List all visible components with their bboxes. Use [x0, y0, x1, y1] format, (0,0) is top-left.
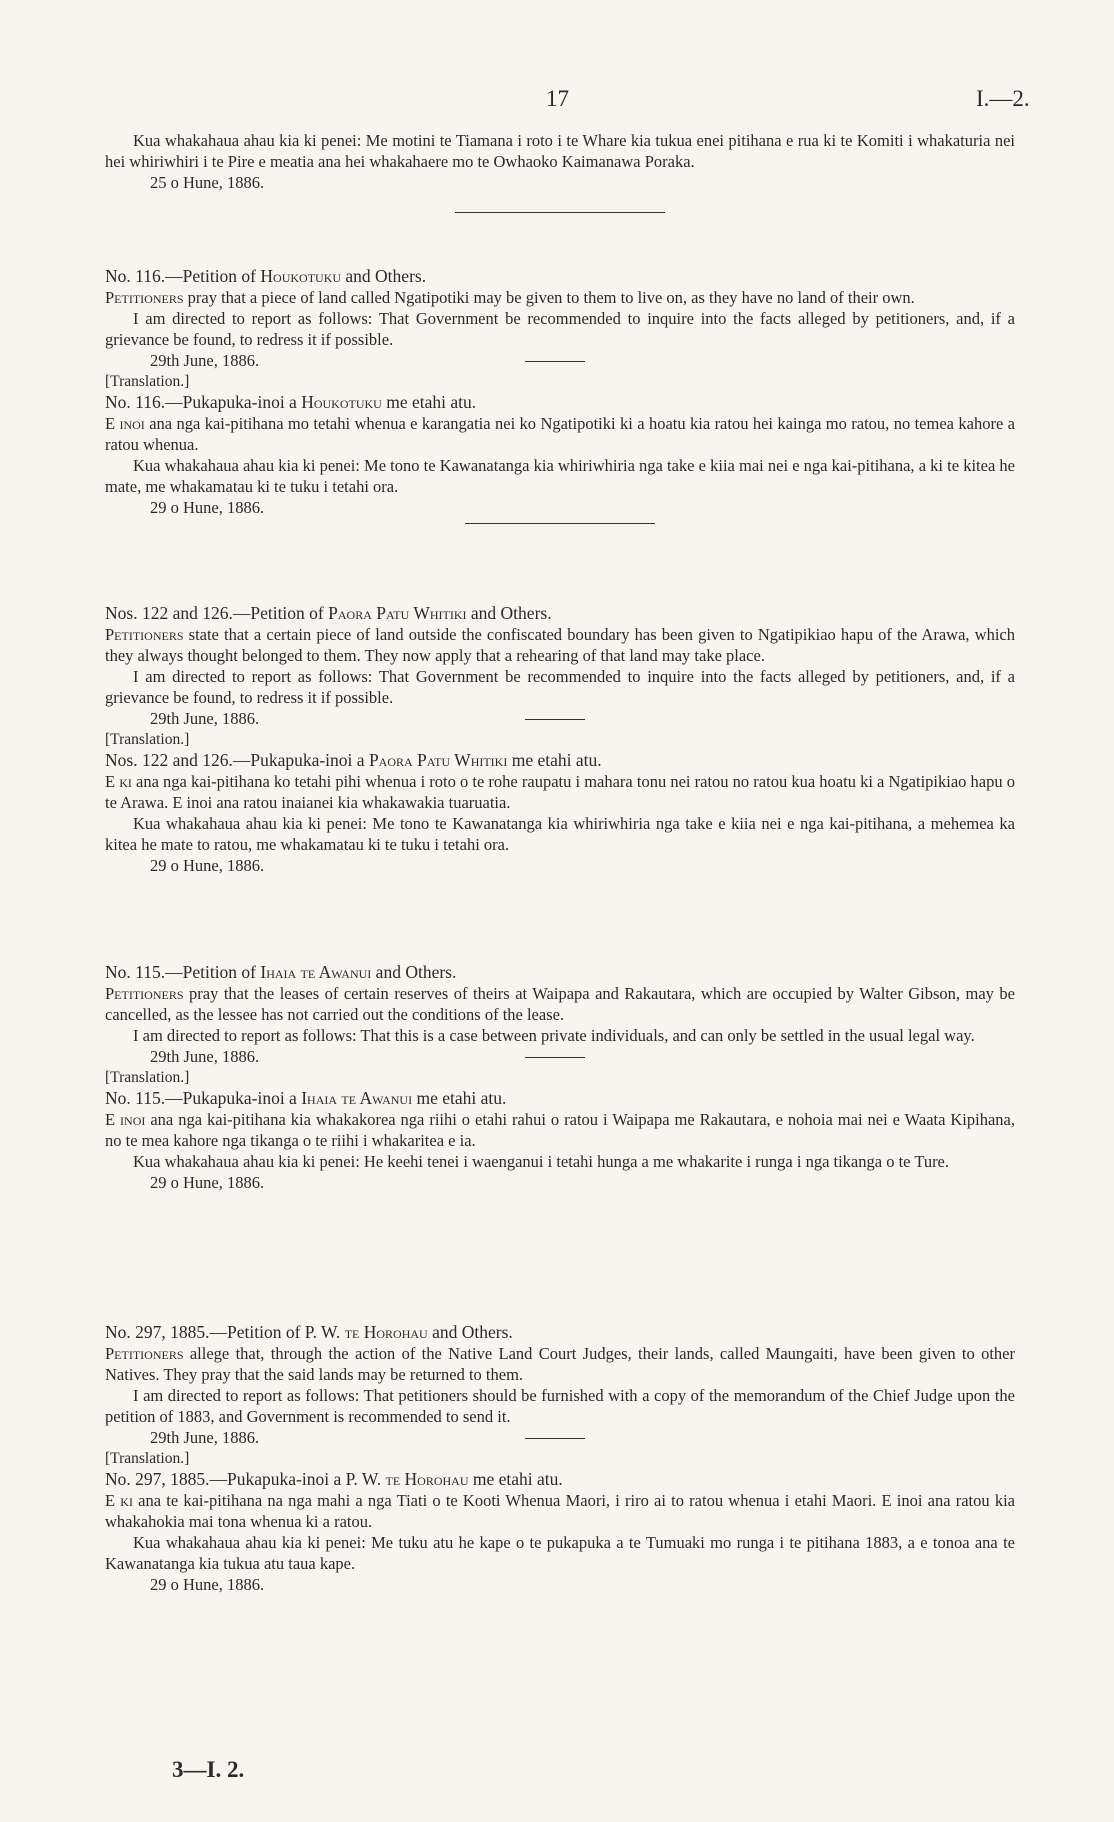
petition-116-title: No. 116.—Petition of Houkotuku and Others.: [105, 266, 427, 286]
petition-122-maori-body: E ki ana nga kai-pitihana ko tetahi pihi whenua i roto o te rohe raupatu i mahara tonu nei ratou no ratou kua hoatu ki a Ngatipikiao hapu o te Arawa. E inoi ana ratou inaianei kia whakawakia tuaruatia.: [105, 772, 1015, 812]
short-divider: [525, 1438, 585, 1439]
petition-116-section: [105, 266, 1015, 524]
petition-297-maori-date: 29 o Hune, 1886.: [150, 1575, 265, 1594]
intro-section: [105, 130, 1015, 213]
petition-116-report: I am directed to report as follows: That Government be recommended to inquire into the facts alleged by petitioners, and, if a grievance be found, to redress it if possible.: [105, 309, 1015, 349]
petition-122-maori-title: Nos. 122 and 126.—Pukapuka-inoi a Paora Patu Whitiki me etahi atu.: [105, 750, 602, 770]
petition-122-report: I am directed to report as follows: That Government be recommended to inquire into the facts alleged by petitioners, and, if a grievance be found, to redress it if possible.: [105, 667, 1015, 707]
petition-297-date: 29th June, 1886.: [150, 1428, 260, 1447]
petition-122-date-row: [105, 708, 1015, 729]
petition-297-section: [105, 1322, 1015, 1595]
petition-122-translation-label: [Translation.]: [105, 731, 190, 748]
petition-115-maori-title: No. 115.—Pukapuka-inoi a Ihaia te Awanui me etahi atu.: [105, 1088, 507, 1108]
petition-116-maori-title: No. 116.—Pukapuka-inoi a Houkotuku me etahi atu.: [105, 392, 477, 412]
petition-115-title: No. 115.—Petition of Ihaia te Awanui and Others.: [105, 962, 457, 982]
signature-reference: 3—I. 2.: [172, 1757, 245, 1782]
petition-297-report: I am directed to report as follows: That petitioners should be furnished with a copy of the memorandum of the Chief Judge upon the petition of 1883, and Government is recommended to send it.: [105, 1386, 1015, 1426]
petition-115-maori-date: 29 o Hune, 1886.: [150, 1173, 265, 1192]
petition-122-maori-report: Kua whakahaua ahau kia ki penei: Me tono te Kawanatanga kia whiriwhiria nga take e kiia nei e nga kai-pitihana, a mehemea ka kitea he mate to ratou, me whakamatau ki te tuku i tetahi ora.: [105, 814, 1015, 854]
petition-115-section: [105, 962, 1015, 1193]
intro-date: 25 o Hune, 1886.: [150, 173, 265, 192]
petition-116-date: 29th June, 1886.: [150, 351, 260, 370]
petition-122-maori-date: 29 o Hune, 1886.: [150, 856, 265, 875]
petition-297-maori-body: E ki ana te kai-pitihana na nga mahi a nga Tiati o te Kooti Whenua Maori, i riro ai to ratou whenua i etahi Maori. E inoi ana ratou kia whakahokia mai tona whenua ki a ratou.: [105, 1491, 1015, 1531]
petition-116-date-row: [105, 350, 1015, 371]
petition-122-title: Nos. 122 and 126.—Petition of Paora Patu Whitiki and Others.: [105, 603, 552, 623]
petition-297-title: No. 297, 1885.—Petition of P. W. te Horohau and Others.: [105, 1322, 513, 1342]
petition-122-date: 29th June, 1886.: [150, 709, 260, 728]
petition-297-body: Petitioners allege that, through the action of the Native Land Court Judges, their lands, called Maungaiti, have been given to other Natives. They pray that the said lands may be returned to them.: [105, 1344, 1015, 1384]
short-divider: [525, 1057, 585, 1058]
petition-297-date-row: [105, 1427, 1015, 1448]
petition-115-translation-label: [Translation.]: [105, 1069, 190, 1086]
petition-297-maori-report: Kua whakahaua ahau kia ki penei: Me tuku atu he kape o te pukapuka a te Tumuaki mo runga i te pitihana 1883, a e tonoa ana te Kawanatanga kia tukua atu taua kape.: [105, 1533, 1015, 1573]
petition-115-date-row: [105, 1046, 1015, 1067]
petition-116-maori-body: E inoi ana nga kai-pitihana mo tetahi whenua e karangatia nei ko Ngatipotiki ki a hoatu kia ratou hei kainga mo ratou, no temea kahore a ratou whenua.: [105, 414, 1016, 454]
petition-115-report: I am directed to report as follows: That this is a case between private individuals, and can only be settled in the usual legal way.: [133, 1026, 975, 1045]
petition-116-maori-report: Kua whakahaua ahau kia ki penei: Me tono te Kawanatanga kia whiriwhiria nga take e kiia mai nei e nga kai-pitihana, a ki te kitea he mate, me whakamatau ki te tuku i tetahi ora.: [105, 456, 1015, 496]
intro-paragraph: Kua whakahaua ahau kia ki penei: Me motini te Tiamana i roto i te Whare kia tukua enei pitihana e rua ki te Komiti i whakaturia nei hei whiriwhiri i te Pire e meatia ana hei whakahaere mo te Owhaoko Kaimanawa Poraka.: [105, 131, 1015, 171]
petition-297-translation-label: [Translation.]: [105, 1450, 190, 1467]
short-divider: [525, 361, 585, 362]
petition-116-body: Petitioners pray that a piece of land called Ngatipotiki may be given to them to live on, as they have no land of their own.: [105, 288, 915, 307]
section-divider: [455, 212, 665, 213]
petition-122-body: Petitioners state that a certain piece of land outside the confiscated boundary has been given to Ngatipikiao hapu of the Arawa, which they always thought belonged to them. They now apply that a rehearing of that land may take place.: [105, 625, 1015, 665]
petition-115-date: 29th June, 1886.: [150, 1047, 260, 1066]
petition-115-maori-body: E inoi ana nga kai-pitihana kia whakakorea nga riihi o etahi rahui o ratou i Waipapa me Rakautara, e nohoia mai nei e Waata Kipihana, no te mea kahore nga tikanga o te riihi i whakaritea e ia.: [105, 1110, 1015, 1150]
petition-115-body: Petitioners pray that the leases of certain reserves of theirs at Waipapa and Rakautara, which are occupied by Walter Gibson, may be cancelled, as the lessee has not carried out the conditions of the lease.: [105, 984, 1015, 1024]
petition-116-translation-label: [Translation.]: [105, 373, 190, 390]
section-divider: [465, 523, 655, 524]
page-number: 17: [546, 86, 569, 111]
short-divider: [525, 719, 585, 720]
petition-115-maori-report: Kua whakahaua ahau kia ki penei: He keehi tenei i waenganui i tetahi hunga a me whakarite i runga i nga tikanga o te Ture.: [133, 1152, 950, 1171]
paper-reference: I.—2.: [976, 86, 1030, 111]
petition-122-section: [105, 603, 1015, 876]
petition-297-maori-title: No. 297, 1885.—Pukapuka-inoi a P. W. te Horohau me etahi atu.: [105, 1469, 563, 1489]
petition-116-maori-date: 29 o Hune, 1886.: [150, 498, 265, 517]
